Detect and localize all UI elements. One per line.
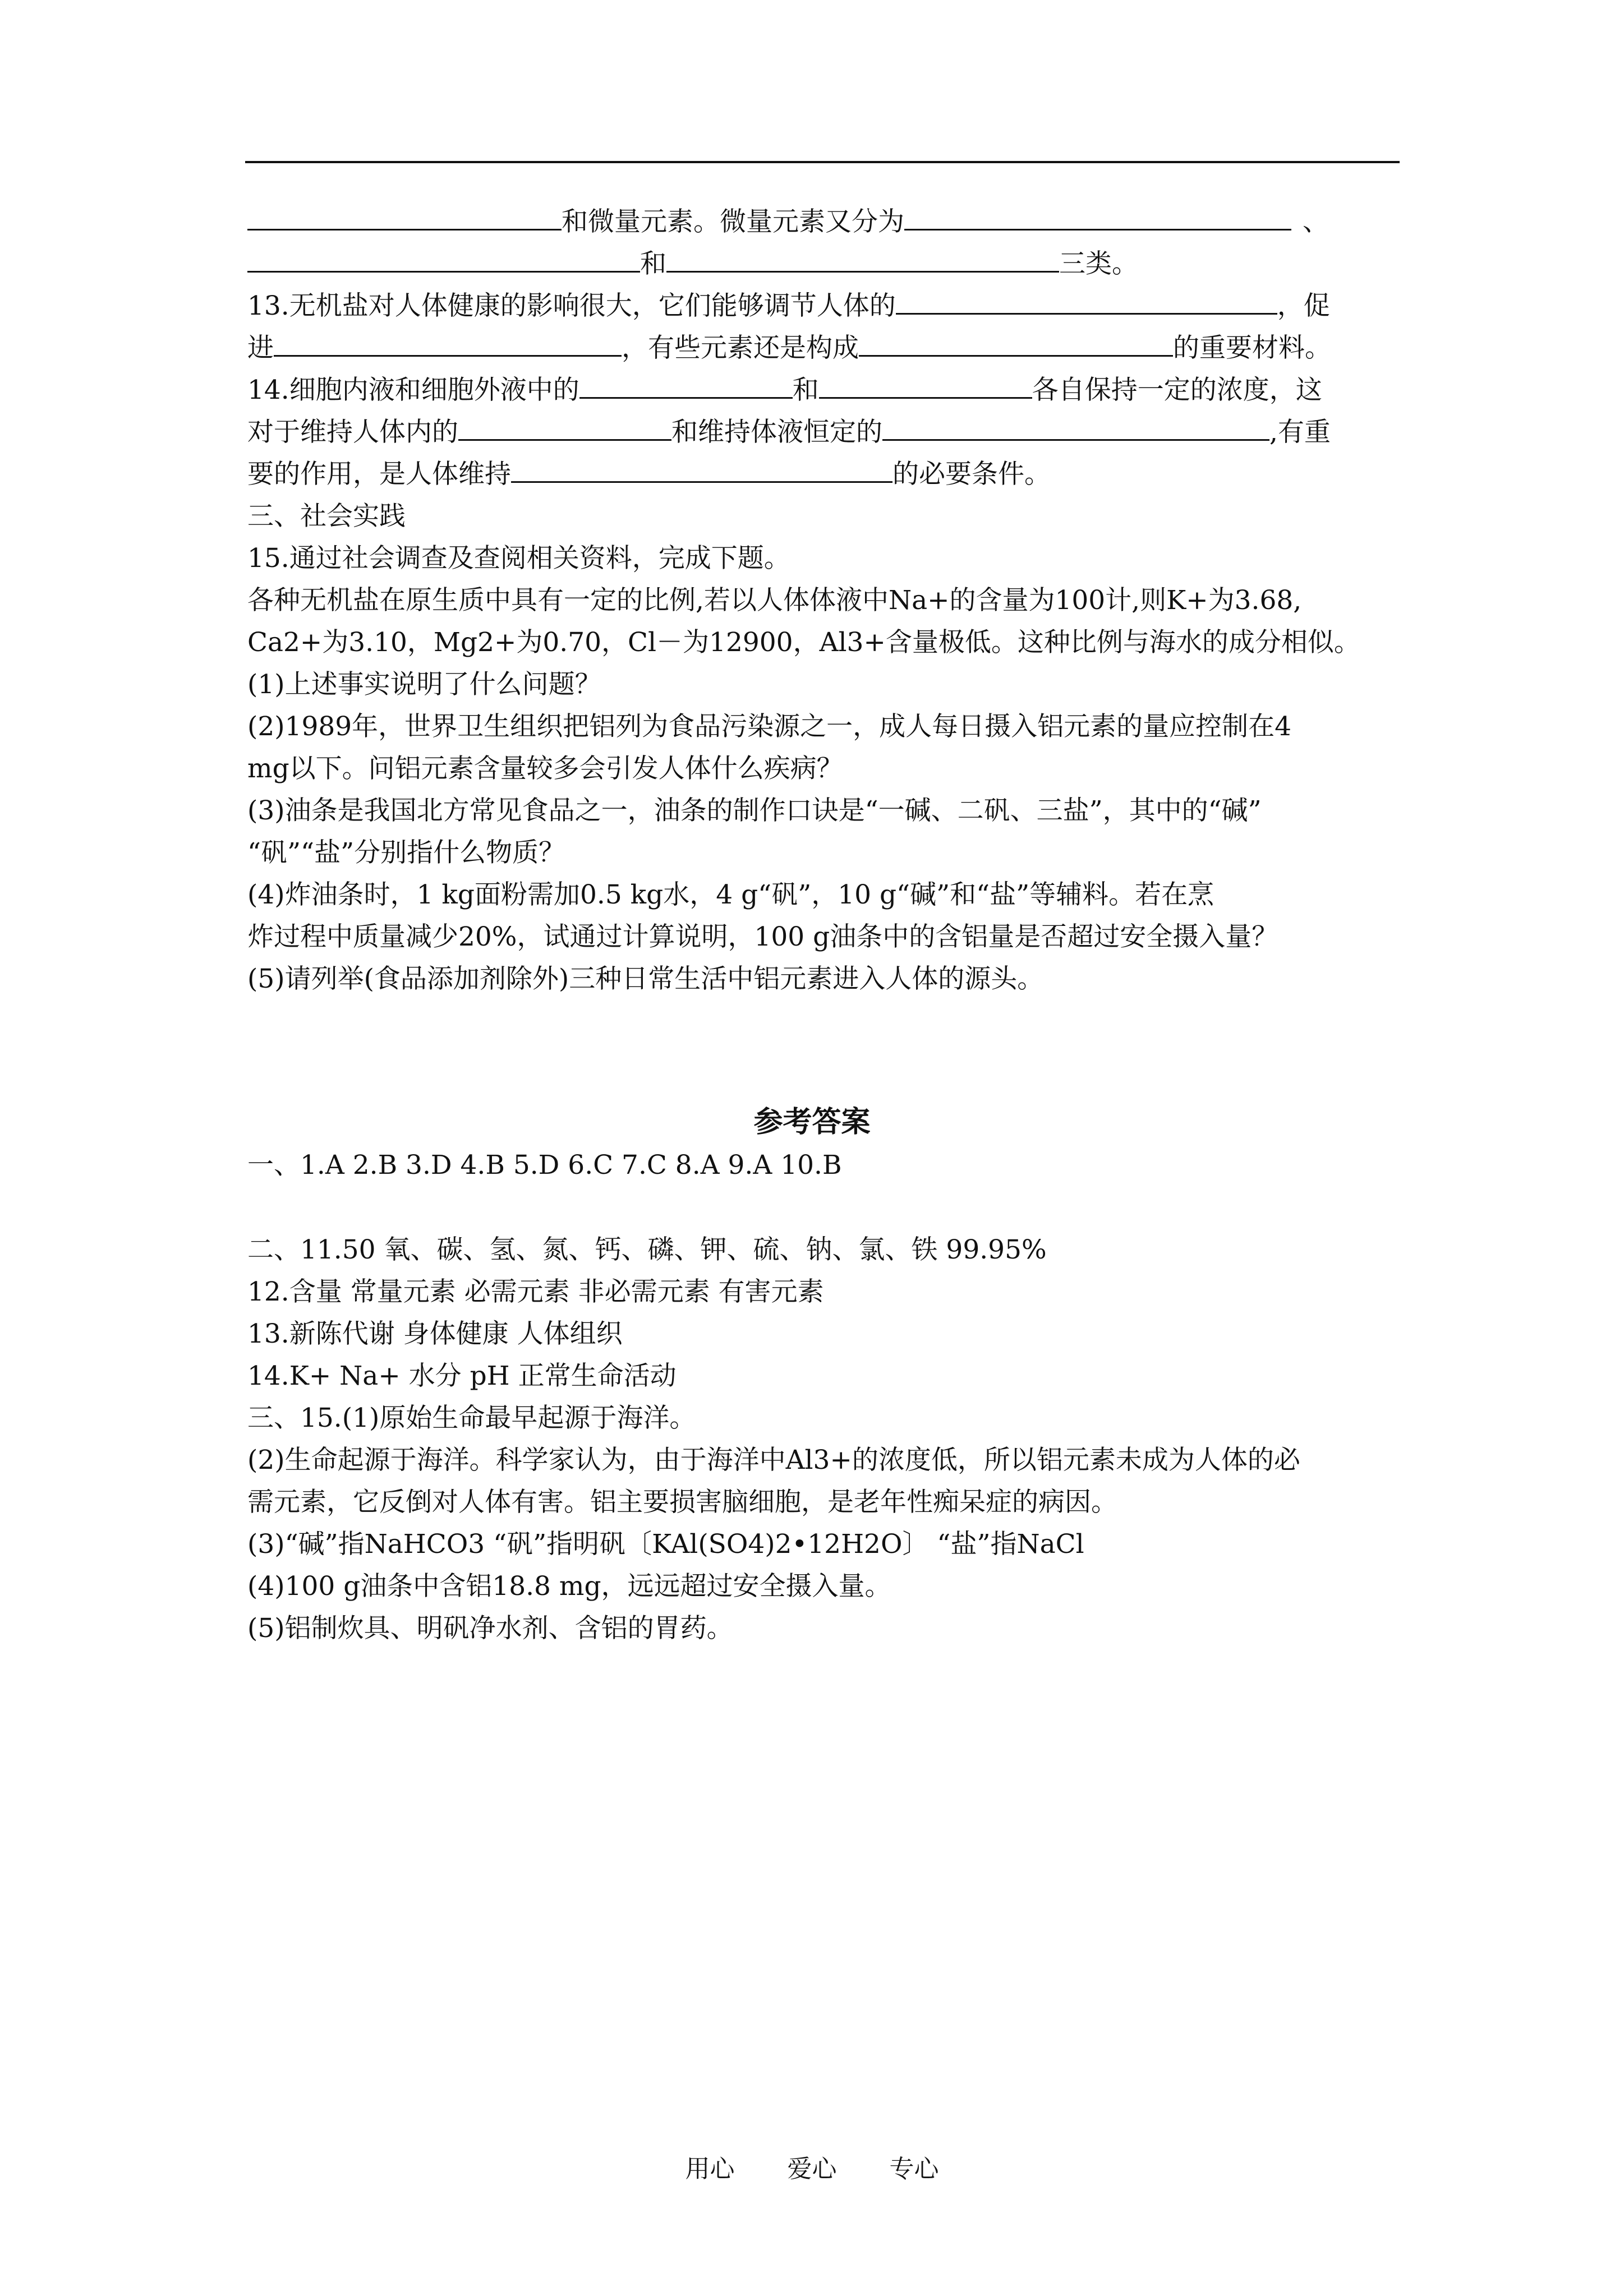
footer-word: 爱心 — [787, 2155, 837, 2183]
text-segment: 13.无机盐对人体健康的影响很大，它们能够调节人体的 — [247, 291, 896, 321]
answer-line: 13.新陈代谢 身体健康 人体组织 — [247, 1318, 623, 1349]
question-section — [247, 201, 1400, 1000]
question-line — [247, 201, 1400, 243]
answer-section — [247, 1144, 1400, 1649]
question-text: (2)1989年，世界卫生组织把铝列为食品污染源之一，成人每日摄入铝元素的量应控制在4 — [247, 711, 1292, 742]
answer-line: 12.含量 常量元素 必需元素 非必需元素 有害元素 — [247, 1276, 824, 1307]
question-line — [247, 285, 1400, 327]
text-segment: 和微量元素。微量元素又分为 — [562, 206, 904, 237]
answer-line: 一、1.A 2.B 3.D 4.B 5.D 6.C 7.C 8.A 9.A 10.B — [247, 1150, 842, 1181]
answer-line: 三、15.(1)原始生命最早起源于海洋。 — [247, 1403, 696, 1433]
question-line — [247, 327, 1400, 369]
question-text: “矾”“盐”分别指什么物质？ — [247, 837, 565, 868]
answer-line: (2)生命起源于海洋。科学家认为，由于海洋中Al3+的浓度低，所以铝元素未成为人体的必 — [247, 1445, 1300, 1476]
answer-title: 参考答案 — [753, 1105, 871, 1139]
question-text: (5)请列举(食品添加剂除外)三种日常生活中铝元素进入人体的源头。 — [247, 963, 1044, 994]
fill-blank[interactable] — [458, 417, 671, 441]
question-text: mg以下。问铝元素含量较多会引发人体什么疾病？ — [247, 753, 843, 784]
footer-word: 用心 — [685, 2155, 735, 2183]
text-segment: 和 — [640, 248, 666, 279]
text-segment: ,有重 — [1269, 417, 1331, 448]
text-segment: 和维持体液恒定的 — [671, 417, 882, 448]
question-line — [247, 369, 1400, 411]
fill-blank[interactable] — [579, 375, 793, 399]
fill-blank[interactable] — [666, 248, 1059, 273]
question-line — [247, 453, 1400, 495]
answer-line: 需元素，它反倒对人体有害。铝主要损害脑细胞，是老年性痴呆症的病因。 — [247, 1487, 1117, 1518]
answer-line: 14.K+ Na+ 水分 pH 正常生命活动 — [247, 1361, 677, 1391]
text-segment: 的重要材料。 — [1173, 333, 1331, 363]
text-segment: 进 — [247, 333, 274, 363]
question-line — [247, 411, 1400, 453]
text-segment: ，有些元素还是构成 — [622, 333, 859, 363]
fill-blank[interactable] — [896, 291, 1277, 315]
fill-blank[interactable] — [819, 375, 1032, 399]
question-text: 15.通过社会调查及查阅相关资料，完成下题。 — [247, 543, 790, 574]
answer-line: 二、11.50 氧、碳、氢、氮、钙、磷、钾、硫、钠、氯、铁 99.95% — [247, 1234, 1047, 1265]
text-segment: ，促 — [1277, 291, 1330, 321]
text-segment: 三类。 — [1059, 248, 1138, 279]
spacer — [247, 1186, 1400, 1229]
fill-blank[interactable] — [274, 333, 622, 357]
question-line — [247, 243, 1400, 285]
answer-line: (4)100 g油条中含铝18.8 mg，远远超过安全摄入量。 — [247, 1571, 891, 1602]
question-text: 炸过程中质量减少20%，试通过计算说明，100 g油条中的含铝量是否超过安全摄入量？ — [247, 921, 1278, 952]
fill-blank[interactable] — [882, 417, 1269, 441]
text-segment: 的必要条件。 — [892, 459, 1051, 490]
fill-blank[interactable] — [859, 333, 1173, 357]
text-segment: 对于维持人体内的 — [247, 417, 458, 448]
fill-blank[interactable] — [904, 206, 1291, 230]
question-text: Ca2+为3.10，Mg2+为0.70，Cl－为12900，Al3+含量极低。这种比例与海水的成分相似。 — [247, 627, 1360, 658]
text-segment: 和 — [792, 375, 819, 405]
question-text: (4)炸油条时，1 kg面粉需加0.5 kg水，4 g“矾”，10 g“碱”和“盐”等辅料。若在烹 — [247, 879, 1214, 910]
section-heading: 三、社会实践 — [247, 501, 406, 532]
text-segment: 、 — [1303, 206, 1329, 237]
question-text: (3)油条是我国北方常见食品之一，油条的制作口诀是“一碱、二矾、三盐”，其中的“碱” — [247, 795, 1262, 826]
text-segment: 14.细胞内液和细胞外液中的 — [247, 375, 579, 405]
answer-line: (5)铝制炊具、明矾净水剂、含铝的胃药。 — [247, 1613, 733, 1644]
text-segment: 各自保持一定的浓度，这 — [1032, 375, 1322, 405]
page-footer — [0, 2152, 1624, 2186]
question-text: 各种无机盐在原生质中具有一定的比例,若以人体体液中Na+的含量为100计,则K+为3.68, — [247, 585, 1302, 616]
fill-blank[interactable] — [511, 459, 892, 483]
text-segment: 要的作用，是人体维持 — [247, 459, 511, 490]
answer-line: (3)“碱”指NaHCO3 “矾”指明矾〔KAl(SO4)2•12H2O〕 “盐”指NaCl — [247, 1529, 1084, 1560]
fill-blank[interactable] — [247, 248, 640, 273]
fill-blank[interactable] — [247, 206, 562, 230]
question-text: (1)上述事实说明了什么问题？ — [247, 669, 601, 700]
footer-word: 专心 — [889, 2155, 939, 2183]
header-rule — [245, 161, 1400, 163]
